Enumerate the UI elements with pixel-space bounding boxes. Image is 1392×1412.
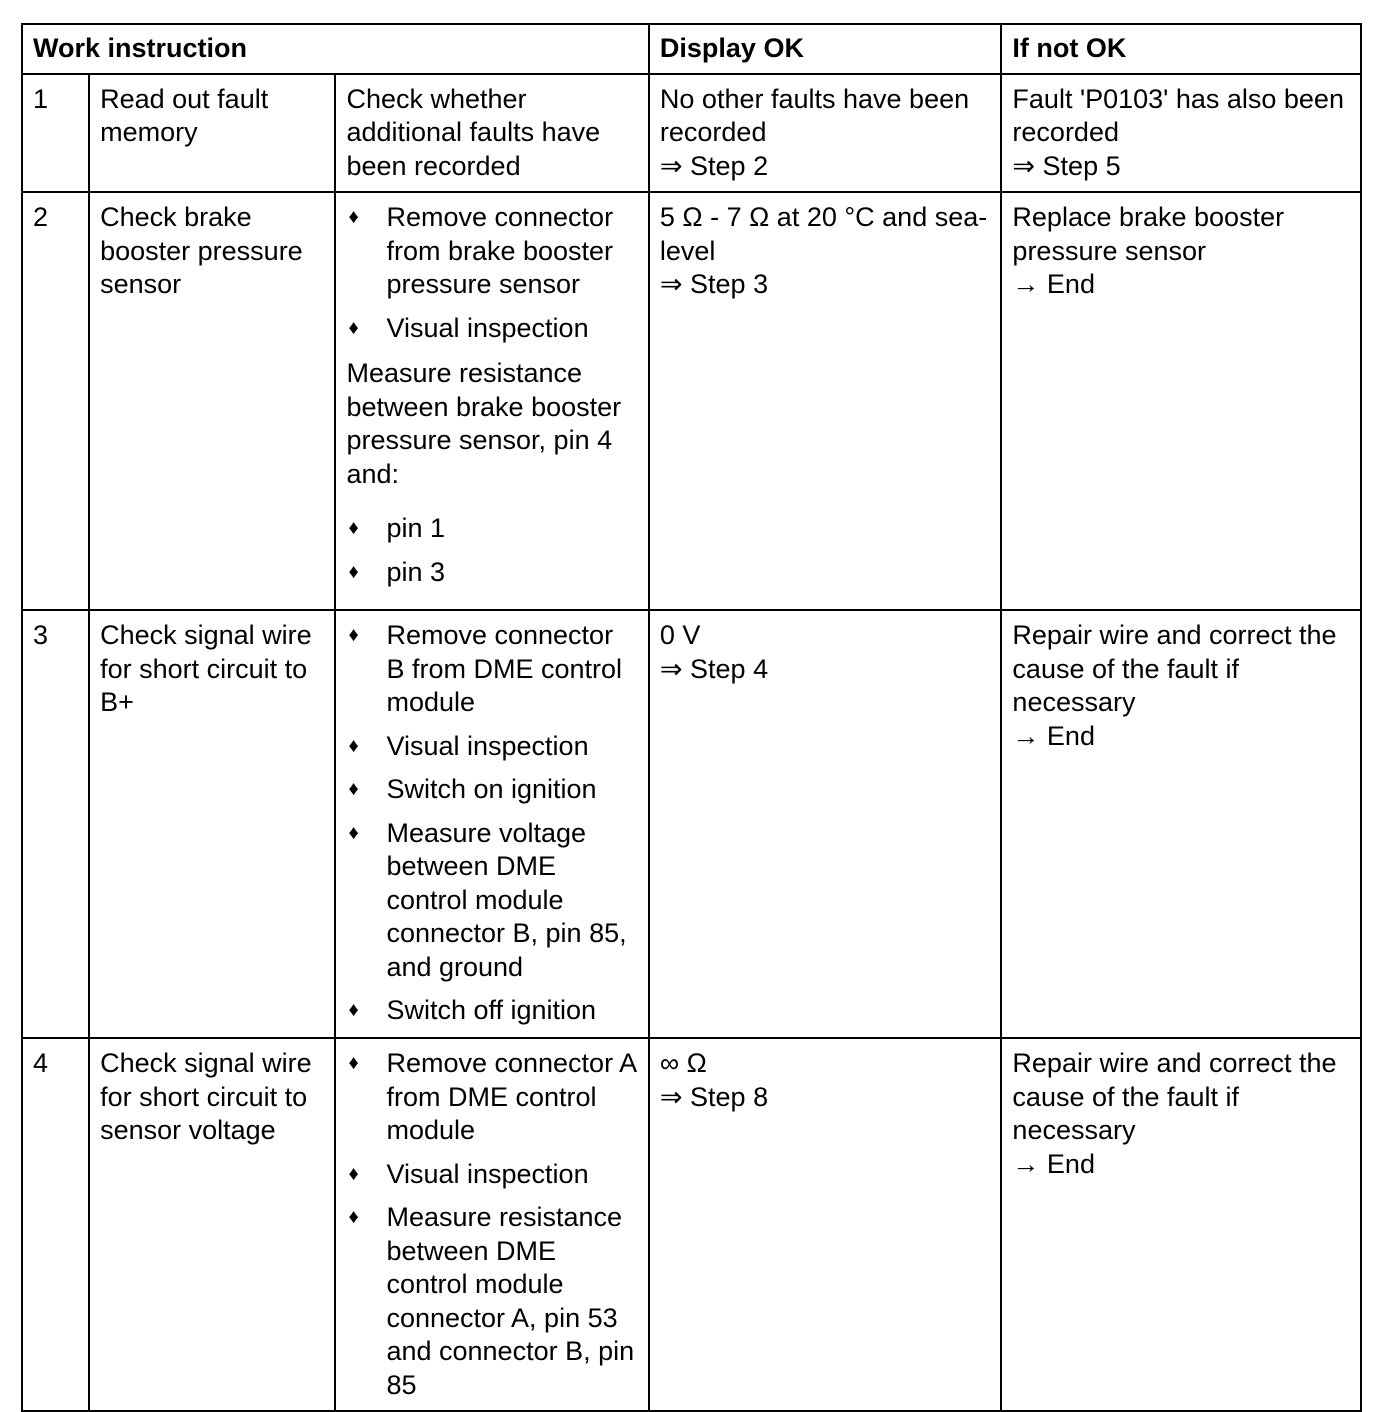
list-item-text: Visual inspection xyxy=(386,1158,589,1189)
display-ok-cell xyxy=(649,192,1002,610)
list-item xyxy=(346,512,637,546)
list-item xyxy=(346,1158,637,1192)
table-row xyxy=(22,192,1361,610)
if-not-ok-cell xyxy=(1001,1038,1361,1411)
display-ok-cell xyxy=(649,610,1002,1038)
diamond-bullet-icon: ♦ xyxy=(348,560,359,583)
table-row xyxy=(22,1038,1361,1411)
instruction-list xyxy=(346,201,637,345)
if-not-ok-cell xyxy=(1001,74,1361,193)
header-row xyxy=(22,24,1361,74)
list-item xyxy=(346,773,637,807)
step-task: Check signal wire for short circuit to sensor voltage xyxy=(89,1038,335,1411)
list-item-text: Remove connector from brake booster pressure sensor xyxy=(386,202,614,299)
step-detail xyxy=(335,192,648,610)
diamond-bullet-icon: ♦ xyxy=(348,624,359,646)
step-number: 1 xyxy=(22,74,89,193)
diamond-bullet-icon: ♦ xyxy=(348,999,359,1021)
list-item xyxy=(346,1201,637,1402)
diamond-bullet-icon: ♦ xyxy=(348,778,359,800)
if-not-ok-next-step: → End xyxy=(1012,720,1095,751)
display-ok-next-step: ⇒ Step 8 xyxy=(659,1081,769,1112)
display-ok-text: ∞ Ω xyxy=(659,1048,707,1078)
list-item xyxy=(346,556,637,590)
header-display-ok: Display OK xyxy=(649,24,1002,74)
step-task: Read out fault memory xyxy=(89,74,335,193)
display-ok-cell xyxy=(649,74,1002,193)
instruction-list xyxy=(346,619,637,1028)
header-if-not-ok: If not OK xyxy=(1001,24,1361,74)
diamond-bullet-icon: ♦ xyxy=(348,316,359,339)
if-not-ok-text: Replace brake booster pressure sensor xyxy=(1012,202,1285,266)
diamond-bullet-icon: ♦ xyxy=(348,821,359,844)
list-item-text: pin 1 xyxy=(386,513,446,543)
list-item xyxy=(346,730,637,764)
step-detail xyxy=(335,610,648,1038)
list-item-text: Measure resistance between DME control module connector A, pin 53 and connector B, pin 85 xyxy=(386,1202,635,1400)
list-item xyxy=(346,619,637,720)
step-number: 2 xyxy=(22,192,89,610)
if-not-ok-cell xyxy=(1001,192,1361,610)
step-number: 3 xyxy=(22,610,89,1038)
diamond-bullet-icon: ♦ xyxy=(348,206,359,228)
step-detail: Check whether additional faults have been recorded xyxy=(335,74,648,193)
if-not-ok-next-step: ⇒ Step 5 xyxy=(1012,150,1121,181)
display-ok-text: 5 Ω - 7 Ω at 20 °C and sea-level xyxy=(659,202,988,266)
if-not-ok-text: Fault 'P0103' has also been recorded xyxy=(1012,83,1344,147)
display-ok-cell xyxy=(649,1038,1002,1411)
list-item xyxy=(346,817,637,985)
display-ok-next-step: ⇒ Step 3 xyxy=(659,269,769,299)
list-item xyxy=(346,1047,637,1148)
list-item-text: Switch off ignition xyxy=(386,995,597,1025)
instruction-list xyxy=(346,512,637,589)
step-detail xyxy=(335,1038,648,1411)
if-not-ok-next-step: → End xyxy=(1012,1148,1095,1179)
step-number: 4 xyxy=(22,1038,89,1411)
header-work-instruction: Work instruction xyxy=(22,24,649,74)
list-item xyxy=(346,312,637,346)
display-ok-next-step: ⇒ Step 4 xyxy=(659,653,769,684)
instruction-paragraph: Measure resistance between brake booster pressure sensor, pin 4 and: xyxy=(346,358,622,489)
if-not-ok-cell xyxy=(1001,610,1361,1038)
list-item-text: Switch on ignition xyxy=(386,774,597,804)
if-not-ok-text: Repair wire and correct the cause of the fault if necessary xyxy=(1012,620,1337,717)
work-instruction-table xyxy=(21,23,1362,1412)
display-ok-text: 0 V xyxy=(659,620,701,650)
list-item xyxy=(346,201,637,302)
diamond-bullet-icon: ♦ xyxy=(348,1052,359,1074)
diamond-bullet-icon: ♦ xyxy=(348,1162,359,1185)
diamond-bullet-icon: ♦ xyxy=(348,734,359,757)
step-task: Check brake booster pressure sensor xyxy=(89,192,335,610)
list-item-text: Visual inspection xyxy=(386,730,589,761)
if-not-ok-next-step: → End xyxy=(1012,269,1095,299)
display-ok-text: No other faults have been recorded xyxy=(659,83,970,147)
diamond-bullet-icon: ♦ xyxy=(348,1206,359,1228)
list-item-text: pin 3 xyxy=(386,556,446,587)
instruction-list xyxy=(346,1047,637,1402)
list-item-text: Visual inspection xyxy=(386,312,589,343)
list-item-text: Measure voltage between DME control module connector B, pin 85, and ground xyxy=(386,817,627,982)
if-not-ok-text: Repair wire and correct the cause of the fault if necessary xyxy=(1012,1048,1337,1145)
table-row xyxy=(22,610,1361,1038)
list-item-text: Remove connector A from DME control module xyxy=(386,1048,636,1145)
table-row xyxy=(22,74,1361,193)
diamond-bullet-icon: ♦ xyxy=(348,517,359,539)
list-item-text: Remove connector B from DME control module xyxy=(386,620,623,717)
step-task: Check signal wire for short circuit to B+ xyxy=(89,610,335,1038)
list-item xyxy=(346,994,637,1028)
display-ok-next-step: ⇒ Step 2 xyxy=(659,150,769,181)
